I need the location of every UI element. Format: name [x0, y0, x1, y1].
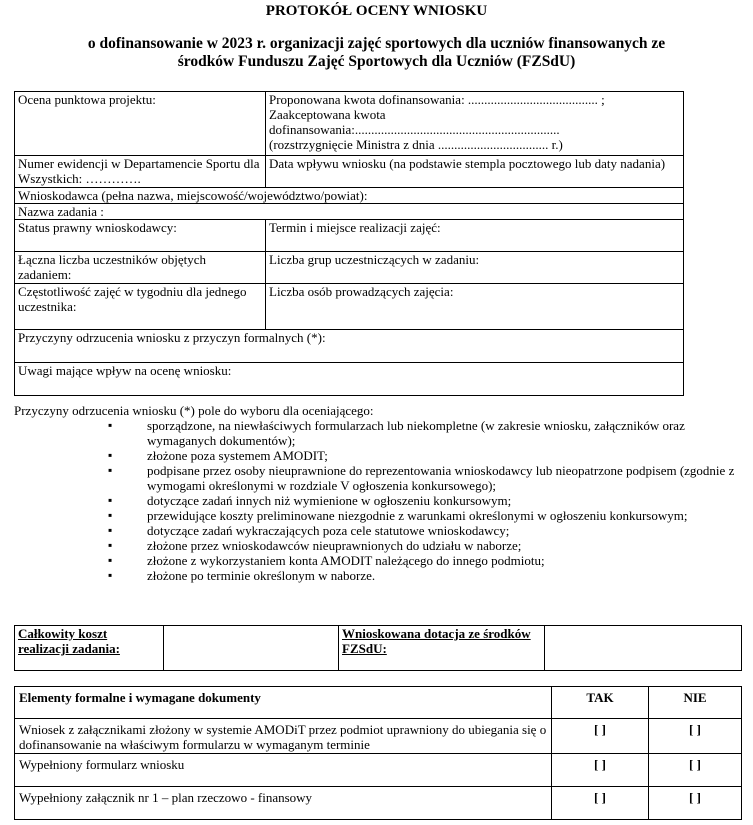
project-score-field[interactable]: Ocena punktowa projektu: [15, 92, 266, 156]
cost-table [14, 625, 742, 671]
no-checkbox[interactable]: [ ] [649, 719, 742, 754]
yes-checkbox[interactable]: [ ] [552, 719, 649, 754]
grant-value[interactable] [545, 626, 742, 671]
document-row-label: Wypełniony formularz wniosku [15, 754, 552, 787]
evaluation-table [14, 91, 684, 396]
subtitle-line-2: środków Funduszu Zajęć Sportowych dla Uczniów (FZSdU) [177, 53, 576, 70]
subtitle-line-1: o dofinansowanie w 2023 r. organizacji zajęć sportowych dla uczniów finansowanych ze [87, 35, 666, 52]
task-name-field[interactable]: Nazwa zadania : [15, 204, 684, 220]
participants-count-field[interactable]: Łączna liczba uczestników objętych zadaniem: [15, 252, 266, 284]
documents-header: Elementy formalne i wymagane dokumenty [15, 687, 552, 719]
frequency-field[interactable]: Częstotliwość zajęć w tygodniu dla jednego uczestnika: [15, 284, 266, 330]
rejection-reason-item: ▪ podpisane przez osoby nieuprawnione do reprezentowania wnioskodawcy lub nieopatrzone podpisem (zgodnie z wymogami określonymi w rozdziale V ogłoszenia konkursowego); [14, 463, 744, 493]
rejection-reason-item: ▪ dotyczące zadań wykraczających poza cele statutowe wnioskodawcy; [14, 523, 744, 538]
funding-amount-field[interactable] [266, 92, 684, 156]
document-subtitle [0, 35, 753, 71]
rejection-reason-item: ▪ dotyczące zadań innych niż wymienione w ogłoszeniu konkursowym; [14, 493, 744, 508]
minister-decision-label: (rozstrzygnięcie Ministra z dnia .................................. r.) [269, 137, 563, 152]
date-place-field[interactable]: Termin i miejsce realizacji zajęć: [266, 220, 684, 252]
applicant-field[interactable]: Wnioskodawca (pełna nazwa, miejscowość/województwo/powiat): [15, 188, 684, 204]
document-row-label: Wniosek z załącznikami złożony w systemie AMODiT przez podmiot uprawniony do ubiegania się o dofinansowanie na właściwym formularzu w wymaganym terminie [15, 719, 552, 754]
accepted-amount-label: Zaakceptowana kwota [269, 107, 386, 122]
accepted-amount-dots: dofinansowania:............................................................... [269, 122, 560, 137]
rejection-reasons [14, 403, 744, 583]
no-checkbox[interactable]: [ ] [649, 787, 742, 820]
rejection-reason-item: ▪ sporządzone, na niewłaściwych formularzach lub niekompletne (w zakresie wniosku, załączników oraz wymaganych dokumentów); [14, 418, 744, 448]
instructors-count-field[interactable]: Liczba osób prowadzących zajęcia: [266, 284, 684, 330]
grant-label: Wnioskowana dotacja ze środków FZSdU: [339, 626, 545, 671]
documents-table [14, 686, 742, 820]
rejection-reasons-list [14, 418, 744, 583]
rejection-reason-item: ▪ przewidujące koszty preliminowane niezgodnie z warunkami określonymi w ogłoszeniu konkursowym; [14, 508, 744, 523]
document-row-label: Wypełniony załącznik nr 1 – plan rzeczowo - finansowy [15, 787, 552, 820]
groups-count-field[interactable]: Liczba grup uczestniczących w zadaniu: [266, 252, 684, 284]
yes-header: TAK [552, 687, 649, 719]
rejection-reason-item: ▪ złożone poza systemem AMODIT; [14, 448, 744, 463]
total-cost-value[interactable] [164, 626, 339, 671]
legal-status-field[interactable]: Status prawny wnioskodawcy: [15, 220, 266, 252]
remarks-field[interactable]: Uwagi mające wpływ na ocenę wniosku: [15, 363, 684, 396]
document-title: PROTOKÓŁ OCENY WNIOSKU [265, 3, 488, 19]
registration-number-field[interactable]: Numer ewidencji w Departamencie Sportu dla Wszystkich: …………. [15, 156, 266, 188]
total-cost-label: Całkowity koszt realizacji zadania: [15, 626, 164, 671]
yes-checkbox[interactable]: [ ] [552, 787, 649, 820]
rejection-reasons-intro: Przyczyny odrzucenia wniosku (*) pole do wyboru dla oceniającego: [14, 403, 374, 418]
rejection-reason-item: ▪ złożone po terminie określonym w naborze. [14, 568, 744, 583]
no-header: NIE [649, 687, 742, 719]
receipt-date-field[interactable]: Data wpływu wniosku (na podstawie stempla pocztowego lub daty nadania) [266, 156, 684, 188]
no-checkbox[interactable]: [ ] [649, 754, 742, 787]
formal-rejection-field[interactable]: Przyczyny odrzucenia wniosku z przyczyn formalnych (*): [15, 330, 684, 363]
rejection-reason-item: ▪ złożone przez wnioskodawców nieuprawnionych do udziału w naborze; [14, 538, 744, 553]
rejection-reason-item: ▪ złożone z wykorzystaniem konta AMODIT należącego do innego podmiotu; [14, 553, 744, 568]
yes-checkbox[interactable]: [ ] [552, 754, 649, 787]
proposed-amount-label: Proponowana kwota dofinansowania: ........................................ ; [269, 92, 605, 107]
